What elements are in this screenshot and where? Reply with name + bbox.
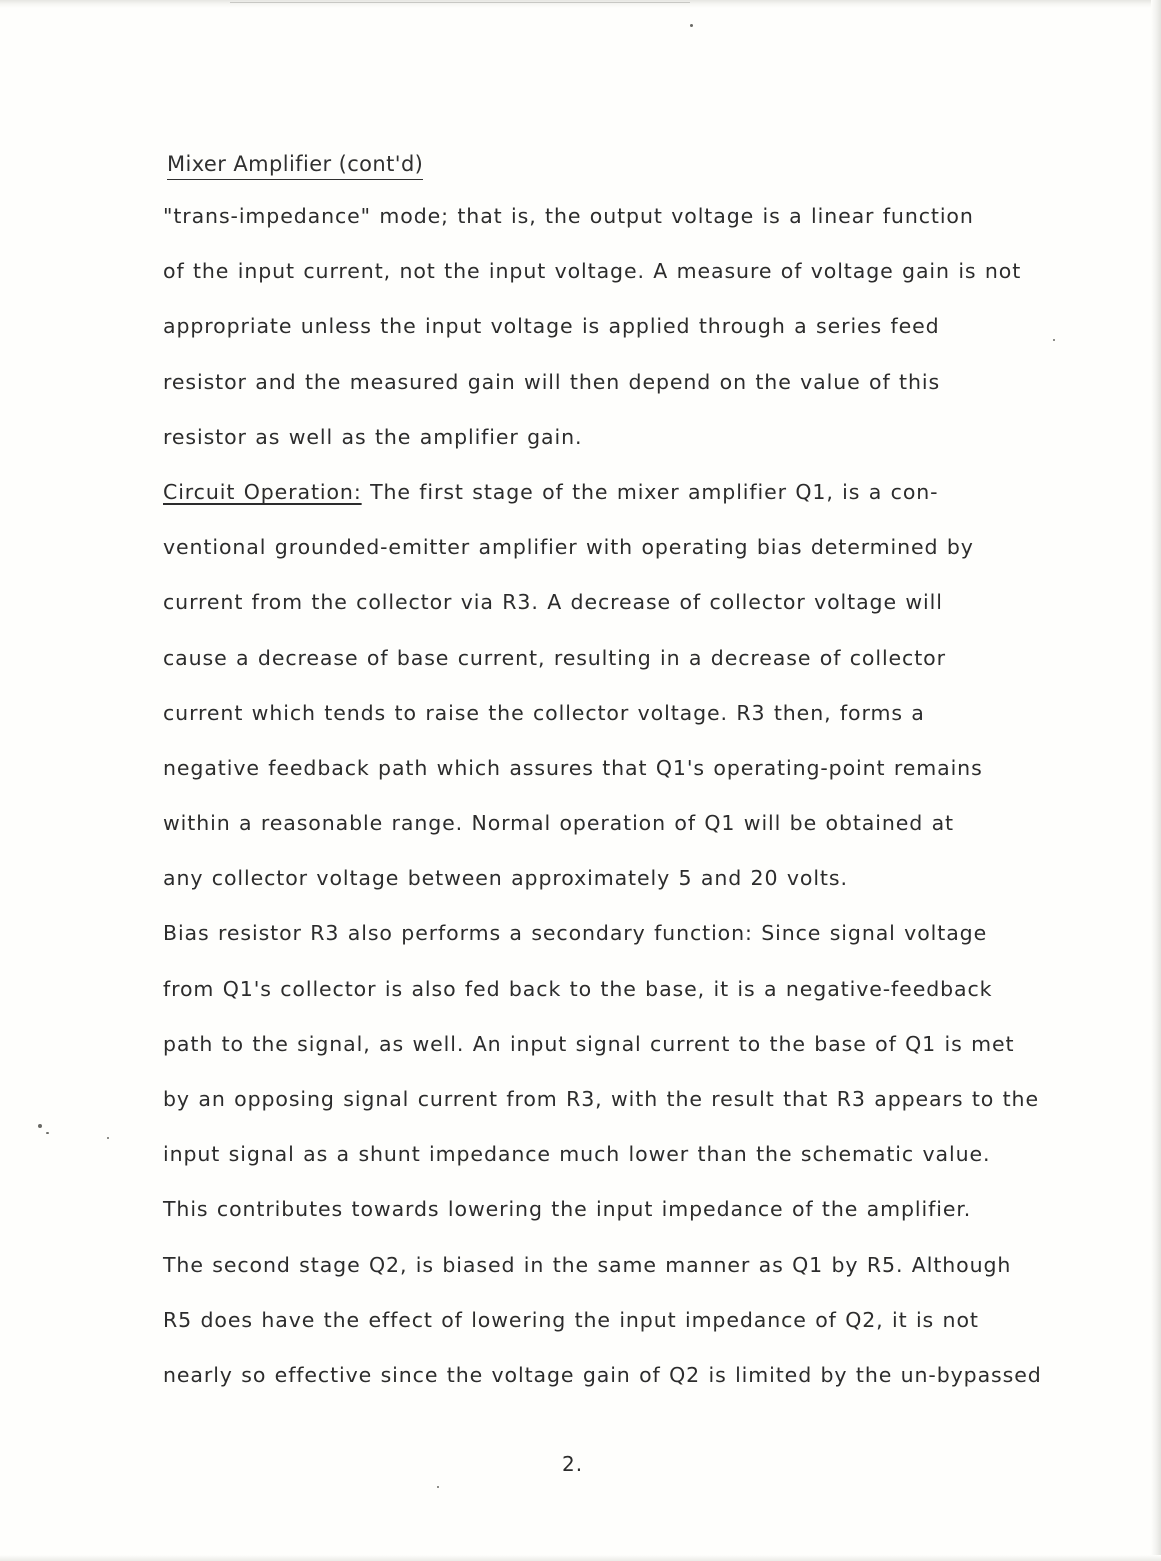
- scan-speck: [1053, 339, 1055, 341]
- text-line-19: This contributes towards lowering the input impedance of the amplifier.: [163, 1197, 972, 1222]
- body-text: [163, 198, 1103, 1412]
- text-line-1: "trans-impedance" mode; that is, the output voltage is a linear function: [163, 204, 974, 228]
- text-line-6: [163, 474, 1103, 529]
- circuit-operation-label: Circuit Operation:: [163, 479, 362, 504]
- circuit-operation-text: The first stage of the mixer amplifier Q1, is a con-: [370, 479, 939, 504]
- page-bottom-edge: [0, 1555, 1161, 1561]
- text-line-7: ventional grounded-emitter amplifier with operating bias determined by: [163, 535, 974, 560]
- page-right-edge: [1151, 0, 1161, 1561]
- scan-speck: [437, 1486, 439, 1488]
- text-line-2: of the input current, not the input voltage. A measure of voltage gain is not: [163, 259, 1022, 284]
- page-number: 2.: [562, 1452, 584, 1476]
- text-line-13: any collector voltage between approximately 5 and 20 volts.: [163, 866, 848, 891]
- text-line-17: by an opposing signal current from R3, with the result that R3 appears to the: [163, 1087, 1039, 1111]
- text-line-22: nearly so effective since the voltage gain of Q2 is limited by the un-bypassed: [163, 1362, 1042, 1387]
- text-line-15: from Q1's collector is also fed back to the base, it is a negative-feedback: [163, 976, 993, 1001]
- text-line-4: resistor and the measured gain will then depend on the value of this: [163, 369, 941, 394]
- text-line-14: Bias resistor R3 also performs a secondary function: Since signal voltage: [163, 921, 988, 946]
- text-line-8: current from the collector via R3. A decrease of collector voltage will: [163, 590, 943, 615]
- text-line-20: The second stage Q2, is biased in the same manner as Q1 by R5. Although: [163, 1252, 1012, 1277]
- section-heading: Mixer Amplifier (cont'd): [167, 149, 423, 180]
- text-line-10: current which tends to raise the collector voltage. R3 then, forms a: [163, 700, 925, 725]
- text-line-9: cause a decrease of base current, resulting in a decrease of collector: [163, 645, 946, 670]
- scan-speck: [107, 1137, 109, 1139]
- scan-speck: [38, 1124, 42, 1128]
- scan-speck: [46, 1132, 49, 1134]
- page-top-rule: [230, 2, 690, 3]
- text-line-21: R5 does have the effect of lowering the input impedance of Q2, it is not: [163, 1307, 979, 1332]
- text-line-12: within a reasonable range. Normal operation of Q1 will be obtained at: [163, 811, 954, 836]
- text-line-18: input signal as a shunt impedance much lower than the schematic value.: [163, 1142, 991, 1167]
- text-line-5: resistor as well as the amplifier gain.: [163, 424, 583, 449]
- text-line-11: negative feedback path which assures that Q1's operating-point remains: [163, 755, 983, 780]
- text-line-3: appropriate unless the input voltage is applied through a series feed: [163, 314, 940, 339]
- scan-speck: [690, 24, 693, 27]
- text-line-16: path to the signal, as well. An input signal current to the base of Q1 is met: [163, 1031, 1015, 1056]
